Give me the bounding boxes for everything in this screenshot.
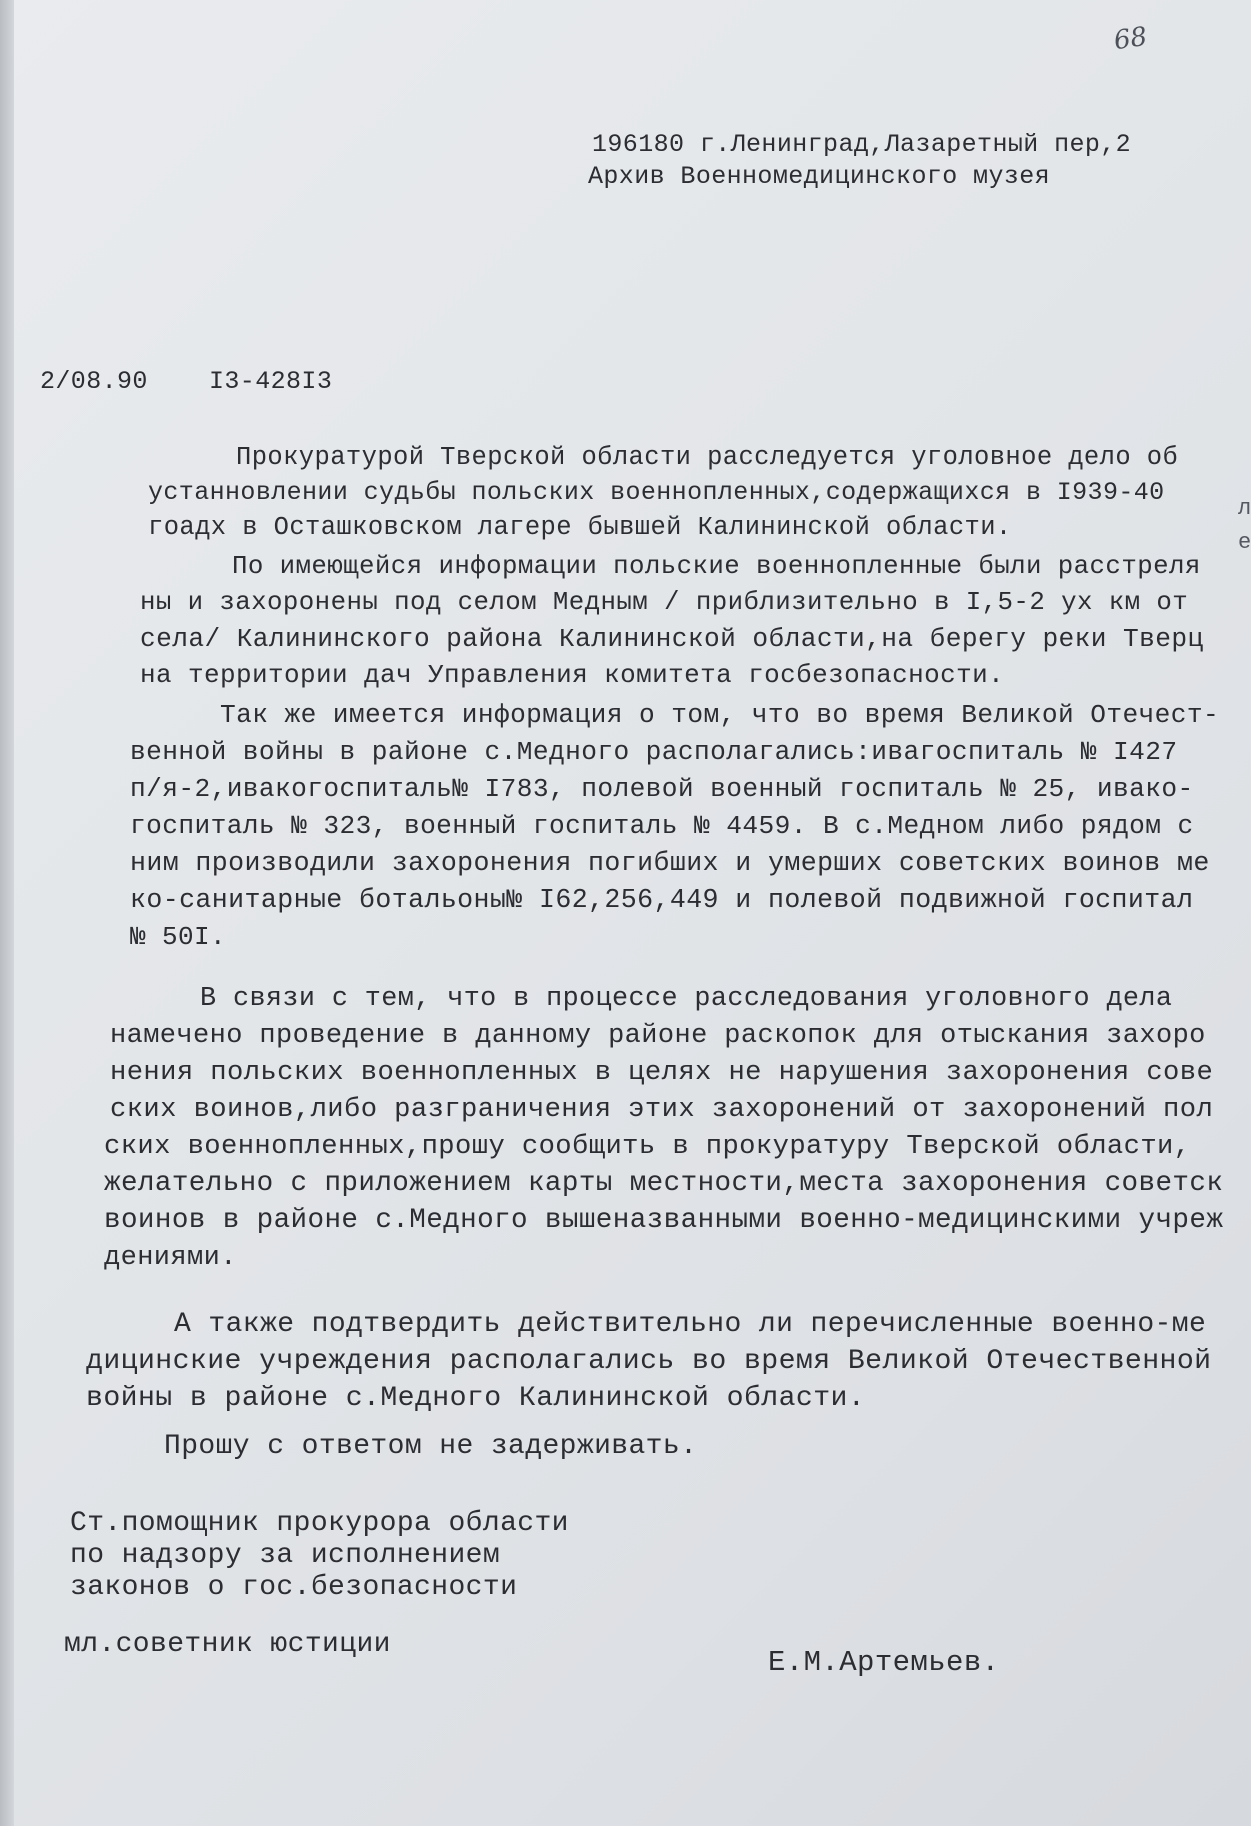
signer-position-line: законов о гос.безопасности (70, 1572, 518, 1603)
body-line: устанновлении судьбы польских военнопленных,содержащихся в I939-40 (148, 478, 1165, 507)
body-line: венной войны в районе с.Медного располагались:ивагоспиталь № I427 (130, 737, 1178, 767)
body-line: ним производили захоронения погибших и умерших советских воинов ме (130, 848, 1210, 878)
body-line: гоадх в Осташковском лагере бывшей Калининской области. (148, 513, 1012, 542)
body-line: Прошу с ответом не задерживать. (164, 1431, 698, 1462)
body-line: на территории дач Управления комитета госбезопасности. (140, 660, 1005, 690)
margin-char: е (1238, 530, 1251, 555)
margin-char: л (1238, 496, 1251, 521)
signer-position-line: Ст.помощник прокурора области (70, 1508, 569, 1539)
body-line: ских военнопленных,прошу сообщить в прокуратуру Тверской области, (104, 1131, 1191, 1162)
page-number-mark: 68 (1112, 21, 1150, 57)
header-recipient: Архив Военномедицинского музея (588, 162, 1051, 191)
typewritten-letter (14, 0, 1251, 1826)
body-line: А также подтвердить действительно ли перечисленные военно-ме (174, 1309, 1207, 1340)
body-line: войны в районе с.Медного Калининской области. (86, 1383, 866, 1414)
body-line: Так же имеется информация о том, что во время Великой Отечест- (220, 700, 1220, 730)
body-line: ских воинов,либо разграничения этих захоронений от захоронений пол (110, 1094, 1214, 1125)
body-line: дицинские учреждения располагались во время Великой Отечественной (86, 1346, 1212, 1377)
body-line: села/ Калининского района Калининской области,на берегу реки Тверц (140, 624, 1204, 654)
body-line: дениями. (104, 1243, 237, 1273)
signer-rank: мл.советник юстиции (64, 1629, 391, 1660)
ref-date: 2/08.90 (40, 367, 148, 396)
header-address: 196180 г.Ленинград,Лазаретный пер,2 (592, 130, 1132, 159)
body-line: По имеющейся информации польские военнопленные были расстреля (232, 552, 1201, 581)
body-line: нения польских военнопленных в целях не нарушения захоронения сове (110, 1057, 1214, 1088)
ref-number: I3-428I3 (209, 367, 333, 396)
body-line: желательно с приложением карты местности,места захоронения советск (104, 1168, 1224, 1199)
signer-position-line: по надзору за исполнением (70, 1540, 501, 1571)
body-line: госпиталь № 323, военный госпиталь № 4459. В с.Медном либо рядом с (130, 811, 1194, 841)
page-edge-shadow (0, 0, 14, 1826)
body-line: № 50I. (130, 922, 227, 952)
signer-name: Е.М.Артемьев. (768, 1646, 1000, 1679)
body-line: ко-санитарные ботальоны№ I62,256,449 и полевой подвижной госпитал (130, 885, 1194, 915)
body-line: намечено проведение в данному районе раскопок для отыскания захоро (110, 1021, 1206, 1051)
body-line: воинов в районе с.Медного вышеназванными военно-медицинскими учреж (104, 1205, 1224, 1236)
body-line: ны и захоронены под селом Медным / приблизительно в I,5-2 ух км от (140, 588, 1189, 617)
body-line: п/я-2,ивакогоспиталь№ I783, полевой военный госпиталь № 25, ивако- (130, 774, 1194, 804)
body-line: В связи с тем, что в процессе расследования уголовного дела (200, 984, 1173, 1014)
body-line: Прокуратурой Тверской области расследуется уголовное дело об (236, 443, 1179, 472)
